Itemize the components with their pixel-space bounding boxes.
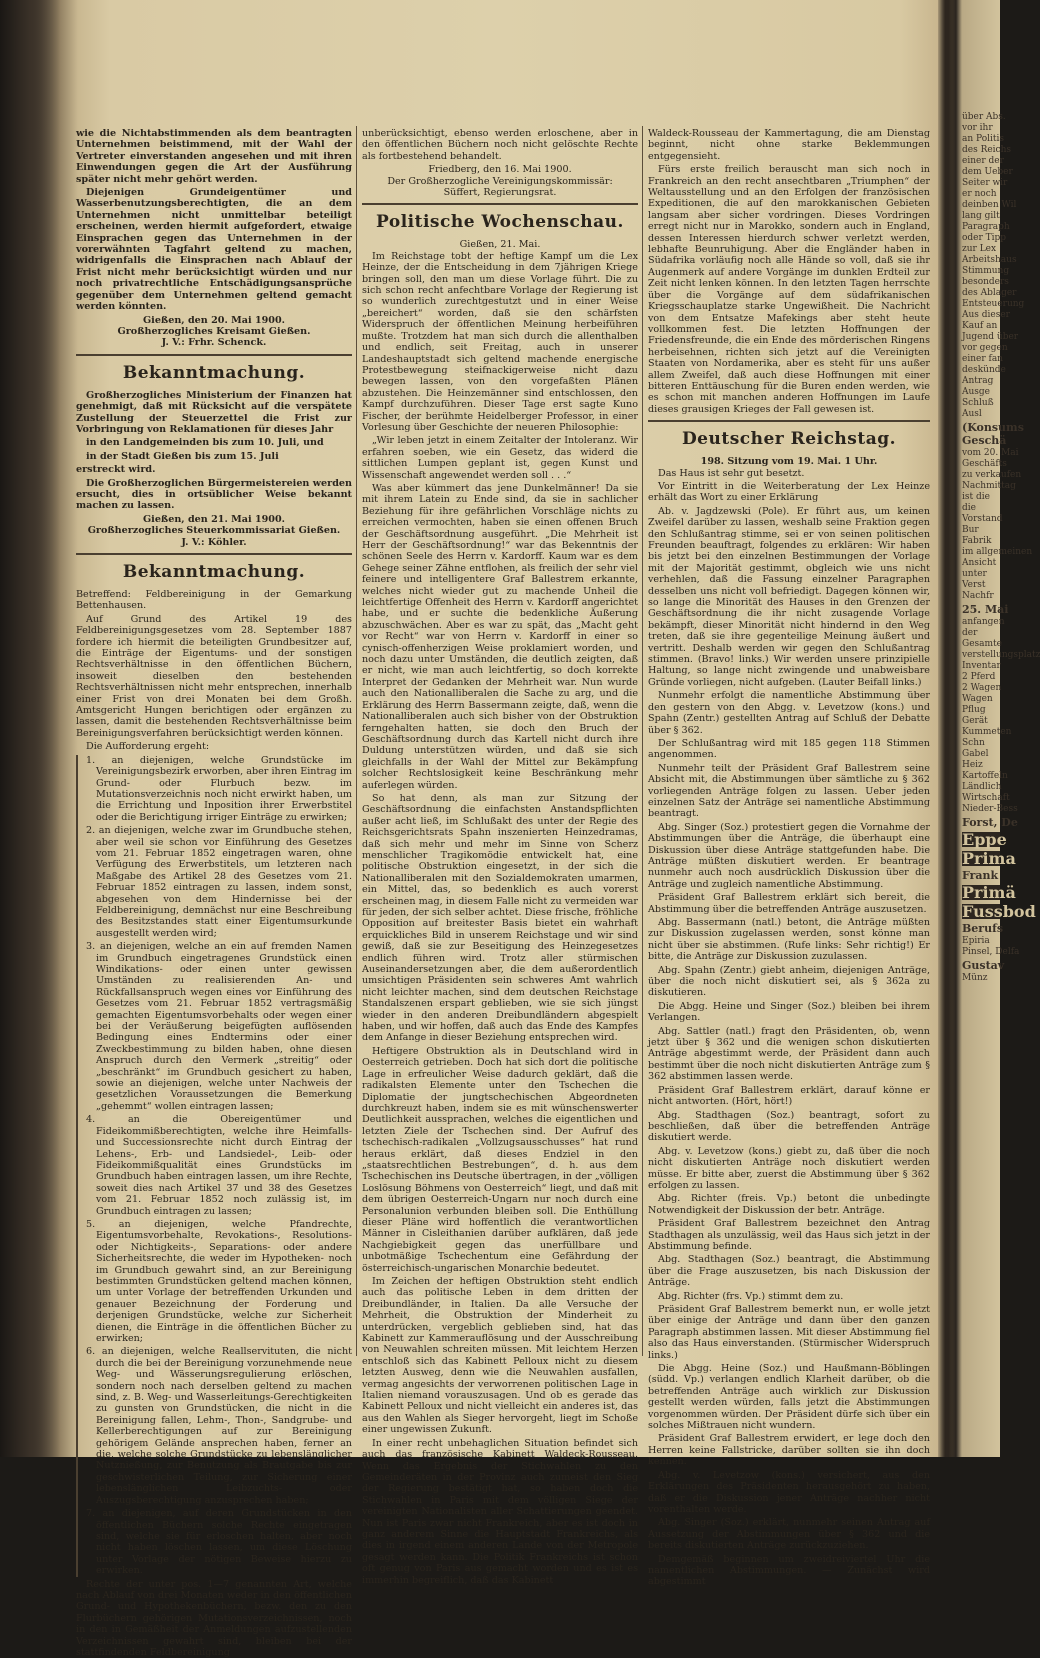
- text-paragraph: Der Schlußantrag wird mit 185 gegen 118 Stimmen angenommen.: [648, 737, 930, 761]
- text-paragraph: Abg. Singer (Soz.) erklärt, nunmehr seinen Antrag auf Aussetzung der Abstimmungen über § 362 und die bereits diskutierten Anträge zurückzuziehen.: [648, 1517, 930, 1552]
- facing-page-fragment: Arbeitshaus: [962, 255, 1017, 265]
- facing-page-fragment: 2 Pferd: [962, 672, 996, 682]
- column-3: [648, 128, 930, 1588]
- text-paragraph: Diejenigen Grundeigentümer und Wasserbenutzungsberechtigten, die an dem Unternehmen nicht unmittelbar beteiligt erscheinen, werden hiermit aufgefordert, etwaige Einsprachen gegen das Unternehmen in der vorerwähnten Tagfahrt geltend zu machen, widrigenfalls die Einsprachen nach Ablauf der Frist nicht mehr berücksichtigt würden und nur noch privatrechtliche Entschädigungsansprüche gegenüber dem Unternehmen geltend gemacht werden könnten.: [76, 187, 352, 313]
- facing-page-fragment: Heiz: [962, 760, 983, 770]
- facing-page-fragment: Gesamte: [962, 639, 1002, 649]
- facing-page-fragment: 2 Wagen: [962, 683, 1002, 693]
- facing-page-fragment: Ausge: [962, 387, 991, 397]
- facing-page-fragment: Eppe: [962, 830, 1007, 849]
- text-paragraph: Abg. v. Levetzow (kons.) versichert, aus den Erklärungen des Präsidenten herausgehört zu haben, daß er die Diskussion jener Anträge nachher nicht vorenthalten werde.: [648, 1469, 930, 1515]
- facing-page-fragment: Ausl: [962, 409, 982, 419]
- column-2: [362, 128, 638, 1586]
- facing-page-fragment: Ansicht: [962, 558, 997, 568]
- column-1: [76, 128, 352, 1658]
- dateline: Friedberg, den 16. Mai 1900.: [428, 164, 572, 176]
- text-paragraph: Auf Grund des Artikel 19 des Feldbereinigungsgesetzes vom 28. September 1887 fordere ich hiermit die beteiligten Grundbesitzer auf, die Einträge der Eigentums- und der sonstigen Rechtsverhältnisse in den öffentlichen Büchern, insoweit dieselben den bestehenden Rechtsverhältnissen nicht mehr entsprechen, innerhalb einer Frist von drei Monaten bei dem Großh. Amtsgericht Hungen berichtigen oder ergänzen zu lassen, damit die bestehenden Rechtsverhältnisse beim Bereinigungsverfahren berücksichtigt werden können.: [76, 613, 352, 739]
- facing-page-fragment: besonders: [962, 277, 1009, 287]
- text-paragraph: Präsident Graf Ballestrem erklärt, darauf könne er nicht antworten. (Hört, hört!): [648, 1084, 930, 1108]
- section-rule: [76, 354, 352, 356]
- list-item: 3. an diejenigen, welche an ein auf fremden Namen im Grundbuch eingetragenes Grundstück einen Windikations- oder einen unter gewissen Umständen zu realisierenden An- und Rückfallsanspruch wegen eines vor Einführung des Gesetzes vom 21. Februar 1852 vertragsmäßig gemachten Eigentumsvorbehalts oder wegen einer bei der Veräußerung beigefügten auflösenden Bedingung eines Endtermins oder einer Zweckbestimmung zu bilden haben, ohne diesen Anspruch durch den Vermerk „streitig“ oder „beschränkt“ im Grundbuch gesichert zu haben, sowie an diejenigen, welche unter Nachweis der gesetzlichen Voraussetzungen die Bemerkung „gehemmt“ wollen eintragen lassen;: [86, 941, 352, 1112]
- facing-page-fragment: dem Ueber: [962, 167, 1013, 177]
- facing-page-fragment: der: [962, 628, 978, 638]
- facing-page-fragment: Geschäfts: [962, 459, 1007, 469]
- facing-page-fragment: an Politis: [962, 134, 1005, 144]
- facing-page-fragment: Kartoffeln: [962, 771, 1008, 781]
- facing-page-fragment: Antrag: [962, 376, 994, 386]
- facing-page-fragment: Kummeten: [962, 727, 1012, 737]
- text-paragraph: Demgemäß beginnen um zweidreiviertel Uhr die namentlichen Abstimmungen. — Zunächst wird abgestimmt: [648, 1553, 930, 1588]
- signature: Großherzogliches Steuerkommissariat Gießen.: [87, 525, 341, 537]
- facing-page-fragment: lang gilt: [962, 211, 1000, 221]
- text-paragraph: Abg. Bassermann (natl.) betont, die Anträge müßten zur Diskussion zugelassen werden, sonst könne man nicht über sie abstimmen. (Rufe links: Sehr richtig!) Er bitte, die Anträge zur Diskussion zuzulassen.: [648, 917, 930, 963]
- text-paragraph: Waldeck-Rousseau der Kammertagung, die am Dienstag beginnt, nicht ohne starke Beklemmungen entgegensieht.: [648, 128, 930, 162]
- facing-page-fragment: Entsteuerung: [962, 299, 1025, 309]
- list-item: 6. an diejenigen, welche Reallservituten, die nicht durch die bei der Bereinigung vorzunehmende neue Weg- und Wässerungsregulierung erlöschen, sondern noch nach derselben geltend zu machen sind, z. B. Weg- und Wasserleitungs-Gerechtigkeiten zu gunsten von Grundstücken, die nicht in die Bereinigung fallen, Lehm-, Thon-, Sandgrube- und Kellerberechtigungen auf zur Bereinigung gehörigem Gelände ansprechen haben, ferner an die, welche solche Grundstücke zu lebenslänglicher Nutznießung, zur Benutzung als Brautgabe bis zur geschwisterlichen Teilung, zur Sicherung einer lebenslänglichen Leibzuchts- oder Auszugsberechtigung anzusprechen haben;: [86, 1346, 352, 1506]
- signature: Süffert, Regierungsrat.: [443, 187, 557, 199]
- facing-page-fragment: Prima: [962, 849, 1016, 868]
- dateline: Gießen, 21. Mai.: [459, 239, 541, 251]
- facing-page-fragment: Aus dieser: [962, 310, 1010, 320]
- facing-page-fragment: zur Lex: [962, 244, 997, 254]
- facing-page-fragment: Verst: [962, 580, 986, 590]
- text-paragraph: Präsident Graf Ballestrem bezeichnet den Antrag Stadthagen als unzulässig, weil das Haus sich jetzt in der Abstimmung befinde.: [648, 1218, 930, 1252]
- signature: Großherzogliches Kreisamt Gießen.: [117, 325, 311, 337]
- dateline: Gießen, den 21. Mai 1900.: [142, 513, 285, 525]
- text-paragraph: Abg. v. Levetzow (kons.) giebt zu, daß über die noch nicht diskutierten Anträge noch diskutiert werden müsse. Er bitte aber, zuerst die Abstimmung über § 362 erfolgen zu lassen.: [648, 1145, 930, 1191]
- text-paragraph: Rechte der unter pos. 1—7 genannten Art, welche nach Ablauf von drei Monaten weder in den öffentlichen Grund- und Hypothekenbüchern, bezw. den zu den Flurbüchern gehörigen Mutationsverzeichnissen, noch in den in Gemäßheit der Anmeldungen aufzustellenden Verzeichnissen gewahrt sind, bleiben bei der stattfindenden Feldbereinigung: [76, 1578, 352, 1658]
- facing-page-fragment: Münz: [962, 973, 988, 983]
- facing-page-fragment: Paragraph: [962, 222, 1010, 232]
- facing-page-fragment: Stimmung: [962, 266, 1010, 276]
- column-divider: [356, 126, 357, 1356]
- text-paragraph: Heftigere Obstruktion als in Deutschland wird in Oesterreich getrieben. Doch hat sich dort die politische Lage in erfreulicher Weise dadurch geklärt, daß die radikalsten Elemente unter den Tschechen die Diplomatie der jungtschechischen Abgeordneten durchkreuzt haben, indem sie es mit wünschenswerter Deutlichkeit aussprachen, welches die eigentlichen und letzten Ziele der Tschechen sind. Der Aufruf des tschechisch-radikalen „Vollzugsausschusses“ hat rund heraus erklärt, daß dieses Endziel in den „staatsrechtlichen Bestrebungen“, d. h. aus dem Tschechischen ins Deutsche übertragen, in der „völligen Loslösung Böhmens von Oesterreich“ liegt, und daß mit dem übrigen Oesterreich-Ungarn nur noch durch eine Personalunion verbunden bleiben soll. Die Enthüllung dieser Pläne wird hoffentlich die verantwortlichen Männer in Cisleithanien darüber aufklären, daß jede Nachgiebigkeit gegen das unerfüllbare und unbotmäßige Tschechentum eine Gefährdung der österreichisch-ungarischen Monarchie bedeutet.: [362, 1045, 638, 1274]
- text-line: in der Stadt Gießen bis zum 15. Juli: [86, 450, 279, 462]
- list-item: 7. an diejenigen, auf deren Grundstücken in den öffentlichen Büchern solche Rechte eingetragen sind, welche sie für erloschen halten, aber noch nicht haben löschen lassen, um diese Löschung unter Vorlage der nötigen Beweise hierzu zu erwirken.: [86, 1508, 352, 1577]
- signature: J. V.: Köhler.: [181, 536, 247, 548]
- facing-page-fragment: Seiter wir: [962, 178, 1008, 188]
- facing-page-fragment: Vorstand: [962, 514, 1003, 524]
- section-title: Bekanntmachung.: [122, 562, 306, 582]
- text-paragraph: Präsident Graf Ballestrem erwidert, er lege doch den Herren keine Fallstricke, darüber sollten sie ihn doch kennen.: [648, 1433, 930, 1468]
- text-paragraph: unberücksichtigt, ebenso werden erloschene, aber in den öffentlichen Büchern noch nicht gelöschte Rechte als fortbestehend behandelt.: [362, 128, 638, 162]
- facing-page-fragment: die: [962, 503, 976, 513]
- book-binding: [0, 0, 60, 1457]
- section-rule: [362, 203, 638, 205]
- text-paragraph: Nunmehr teilt der Präsident Graf Ballestrem seine Absicht mit, die Abstimmungen über sämtliche zu § 362 vorliegenden Anträge folgen zu lassen. Ueber jeden einzelnen Satz der Anträge sei namentliche Abstimmung beantragt.: [648, 762, 930, 820]
- facing-page-fragment: 25. Mai: [962, 603, 1009, 616]
- list-item: 2. an diejenigen, welche zwar im Grundbuche stehen, aber weil sie schon vor Einführung des Gesetzes vom 21. Februar 1852 eingetragen waren, ohne Verfügung des Erwerbstitels, um letzteren nach Maßgabe des Artikel 28 des Gesetzes vom 21. Februar 1852 eintragen zu lassen, indem sonst, abgesehen von dem Hindernisse bei der Feldbereinigung, demnächst nur eine Beschreibung des Besitzstandes statt einer Eigentumsurkunde ausgestellt werden wird;: [86, 825, 352, 939]
- facing-page-fragment: deskünde: [962, 365, 1006, 375]
- facing-page-fragment: Schluß: [962, 398, 994, 408]
- facing-page-fragment: vom 20. Mai: [962, 448, 1019, 458]
- dateline: Gießen, den 20. Mai 1900.: [142, 314, 285, 326]
- text-paragraph: In einer recht unbehaglichen Situation befindet sich auch das französische Kabinett Waldeck-Rousseau. Wenn das Ergebnis der Stichwahlen zu den Gemeinderäten in der Provinz auch zumeist den Sieg der Regierung bestätigt hat, so haben doch die Stichwahlen in Paris mit dem völligen Siege der vereinigten Nationalisten aller Schattierungen geendet. Nun ist Paris zwar nicht Frankreich, aber es ist doch in ganz anderem Sinne die Hauptstadt Frankreichs, als dies in irgend einem anderen Lande von der Metropole gesagt werden kann. Die Politik Frankreichs ist schon oft genug von Paris aus gemacht worden und es ist es immerhin begreiflich, daß das Kabinett: [362, 1437, 638, 1586]
- betreff-line: Betreffend: Feldbereinigung in der Gemarkung Bettenhausen.: [76, 589, 352, 612]
- facing-page-fragment: (Konsums: [962, 421, 1024, 434]
- facing-page-fragment: im allgemeinen: [962, 547, 1033, 557]
- section-rule: [648, 420, 930, 422]
- facing-page-fragment: verstellungsplatz: [962, 650, 1040, 660]
- text-paragraph: Abg. Spahn (Zentr.) giebt anheim, diejenigen Anträge, über die noch nicht diskutiert sei, als § 362a zu diskutieren.: [648, 964, 930, 999]
- facing-page-fragment: Gustav: [962, 959, 1005, 972]
- section-rule: [76, 553, 352, 555]
- text-paragraph: Abg. Sattler (natl.) fragt den Präsidenten, ob, wenn jetzt über § 362 und die wenigen schon diskutierten Anträge abgestimmt werde, der Präsident dann auch bestimmt über die noch nicht diskutierten Anträge zum § 362 abstimmen lassen werde.: [648, 1025, 930, 1083]
- facing-page-fragment: oder Tipp: [962, 233, 1007, 243]
- facing-page-fragment: Wirtschaft: [962, 793, 1010, 803]
- text-paragraph: Die Abgg. Heine (Soz.) und Haußmann-Böblingen (südd. Vp.) verlangen endlich Klarheit darüber, ob die betreffenden Anträge auch wirklich zur Diskussion gestellt werden würden, falls jetzt die Abstimmungen vorgenommen würden. Der Präsident dürfe sich über ein solches Mißtrauen nicht wundern.: [648, 1363, 930, 1432]
- text-paragraph: Die Abgg. Heine und Singer (Soz.) bleiben bei ihrem Verlangen.: [648, 1000, 930, 1024]
- text-paragraph: Ab. v. Jagdzewski (Pole). Er führt aus, um keinen Zweifel darüber zu lassen, weshalb seine Fraktion gegen den Schlußantrag stimme, sei er von seinen politischen Freunden beauftragt, folgendes zu erklären: Wir haben bis jetzt bei den einzelnen Bestimmungen der Vorlage mit der Majorität gestimmt, obgleich wie uns nicht verhehlen, daß die Fassung einzelner Paragraphen desselben uns nicht voll befriedigt. Dagegen können wir, so lange die Minorität des Hauses in den Grenzen der Geschäftsordnung die ihr nicht zusagende Vorlage bekämpft, dieser Minorität nicht hindernd in den Weg treten, daß sie ihre gegenteilige Meinung äußert und vertritt. Deshalb werden wir gegen den Schlußantrag stimmen. (Bravo! links.) Wir werden unsere prinzipielle Haltung, so lange nicht zwingende und unabweisbare Gründe vorliegen, nicht aufgeben. (Lauter Beifall links.): [648, 505, 930, 688]
- text-paragraph: Abg. Richter (freis. Vp.) betont die unbedingte Notwendigkeit der Diskussion der betr. Anträge.: [648, 1193, 930, 1216]
- facing-page-fragment: Inventar: [962, 661, 1001, 671]
- facing-page-fragment: anfangen: [962, 617, 1005, 627]
- facing-page-fragment: Schn: [962, 738, 985, 748]
- facing-page-fragment: zu verkaufen: [962, 470, 1022, 480]
- facing-page-fragment: einer fan: [962, 354, 1003, 364]
- facing-page-fragment: einer der: [962, 156, 1004, 166]
- facing-page-fragment: Bur: [962, 525, 979, 535]
- facing-page-fragment: Primä: [962, 883, 1016, 902]
- facing-page-fragment: ist die: [962, 492, 990, 502]
- text-paragraph: Abg. Singer (Soz.) protestiert gegen die Vornahme der Abstimmungen über die Anträge, die überhaupt eine Diskussion über diese Anträge stattgefunden habe. Die Anträge müßten diskutiert werden. Er beantrage nunmehr auch noch ausdrücklich Diskussion über die Anträge und zugleich namentliche Abstimmung.: [648, 821, 930, 890]
- page-gutter: [938, 0, 956, 1457]
- facing-page-fragment: Kauf an: [962, 321, 998, 331]
- facing-page-fragment: Geschä: [962, 434, 1007, 447]
- facing-page-fragment: er noch: [962, 189, 997, 199]
- facing-page-fragment: Forst, De: [962, 816, 1018, 829]
- section-title: Deutscher Reichstag.: [681, 429, 897, 450]
- text-paragraph: Die Aufforderung ergeht:: [86, 741, 210, 753]
- facing-page-fragment: Epiria: [962, 936, 990, 946]
- text-paragraph: wie die Nichtabstimmenden als dem beantragten Unternehmen beistimmend, mit der Wahl der Vertreter einverstanden angesehen und mit ihren Einwendungen gegen die Art der Ausführung später nicht mehr gehört werden.: [76, 128, 352, 185]
- facing-page-fragment: Nachmittag: [962, 481, 1016, 491]
- facing-page-fragment: Wagen: [962, 694, 993, 704]
- quote-paragraph: „Wir leben jetzt in einem Zeitalter der Intoleranz. Wir erfahren soeben, wie ein Gesetz, das widerd die sittlichen Lumpen geplant ist, gegen Kunst und Wissenschaft angewendet werden soll . . .“: [362, 435, 638, 481]
- facing-page-fragment: vor ihr: [962, 123, 993, 133]
- session-line: 198. Sitzung vom 19. Mai. 1 Uhr.: [700, 456, 878, 468]
- text-paragraph: Fürs erste freilich berauscht man sich noch in Frankreich an den recht ansechtbaren „Triumphen“ der Weltausstellung und an den Erfolgen der französischen Expeditionen, die auf den marokkanischen Gebieten langsam aber sicher vordringen. Dieses Vordringen erregt nicht nur in Marokko, sondern auch in England, dessen Interessen hierdurch schwer verletzt werden, lebhafte Beunruhigung. Aber die Engländer haben in Südafrika vorläufig noch alle Hände so voll, daß sie ihr Augenmerk auf andere Vorgänge im dunklen Erdteil zur Zeit nicht lenken können. In den letzten Tagen herrschte über die Vorgänge auf dem südafrikanischen Kriegsschauplatze starke Ungewißheit. Die Nachricht von dem Entsatze Mafekings aber steht heute vollkommen fest. Die letzten Hoffnungen der Friedensfreunde, die ein Ende des mörderischen Ringens herbeisehnen, richten sich jetzt auf die Vereinigten Staaten von Nordamerika, aber es steht für uns außer allem Zweifel, daß auch diese Hoffnungen mit einer bitteren Enttäuschung für die Buren enden werden, wie es schon mit manchen anderen Hoffnungen im Laufe dieses grausigen Krieges der Fall gewesen ist.: [648, 164, 930, 415]
- text-paragraph: Abg. Stadthagen (Soz.) beantragt, sofort zu beschließen, daß über die betreffenden Anträge diskutiert werde.: [648, 1109, 930, 1144]
- list-item: 5. an diejenigen, welche Pfandrechte, Eigentumsvorbehalte, Revokations-, Resolutions- oder Nichtigkeits-, Separations- oder andere Sicherheitsrechte, die weder im Hypotheken- noch im Grundbuch gewahrt sind, an zur Bereinigung bestimmten Grundstücken geltend machen können, um unter Vorlage der betreffenden Urkunden und genauer Bezeichnung der Forderung und derjenigen Grundstücke, welche zur Sicherheit dienen, die Einträge in die öffentlichen Bücher zu erwirken;: [86, 1218, 352, 1344]
- numbered-list: [76, 755, 352, 1577]
- facing-page-fragment: Gerät: [962, 716, 988, 726]
- facing-page-fragment: Jugend über: [962, 332, 1019, 342]
- facing-page-fragment: Berufs: [962, 922, 1004, 935]
- facing-page-fragment: Fussbod: [962, 902, 1036, 921]
- facing-page-fragment: unter: [962, 569, 987, 579]
- text-paragraph: Vor Eintritt in die Weiterberatung der Lex Heinze erhält das Wort zu einer Erklärung: [648, 480, 930, 504]
- text-paragraph: Was aber kümmert das jene Dunkelmänner! Da sie mit ihrem Latein zu Ende sind, da sie in sachlicher Beziehung für ihre gefährlichen Vorschläge nichts zu erreichen vermochten, haben sie einen offenen Bruch der Geschäftsordnung ausgeführt. „Die Mehrheit ist Herr der Geschäftsordnung!“ war das Bekenntnis der schönen Seele des Herrn v. Kardorff. Kaum war es dem Gehege seiner Zähne entflohen, als freilich der sehr viel feinere und intelligentere Graf Ballestrem erkannte, welches nicht wieder gut zu machende Unheil die leichtfertige Offenheit des Herrn v. Kardorff angerichtet habe, und er suchte die bedenkliche Äußerung abzuschwächen. Aber es war zu spät, das „Macht geht vor Recht“ war von Herrn v. Kardorff in einer so cynisch-offenherzigen Weise proklamiert worden, und noch dazu unter Umständen, die deutlich zeigten, daß er nicht, wie man auch leichtfertig, so doch korrekte Interpret der Gedanken der Mehrheit war. Nun wurde auch den Nationalliberalen die Sache zu arg, und die Erklärung des Herrn Bassermann zeigte, daß, wenn die Nationalliberalen auch sich bisher von der Obstruktion ferngehalten hatten, sie doch den Bruch der Geschäftsordnung durch das Kartell nicht durch ihre Duldung unterstützen würden, und daß sie sich gleichfalls in der Wahl der Mittel zur Bekämpfung solcher Rechtslosigkeit keine Beschränkung mehr auferlegen würden.: [362, 482, 638, 791]
- facing-page-column: [962, 112, 1040, 1442]
- facing-page-fragment: vor gegen: [962, 343, 1008, 353]
- text-paragraph: Abg. Stadthagen (Soz.) beantragt, die Abstimmung über die Frage auszusetzen, bis nach Diskussion der Anträge.: [648, 1254, 930, 1289]
- facing-page-fragment: Fabrik: [962, 536, 992, 546]
- signature: Der Großherzogliche Vereinigungskommissär:: [387, 175, 613, 187]
- facing-page-fragment: Nachfr: [962, 591, 994, 601]
- facing-page-fragment: über Abs.: [962, 112, 1006, 122]
- facing-page-fragment: Gabel: [962, 749, 989, 759]
- signature: J. V.: Frhr. Schenck.: [161, 337, 267, 349]
- text-paragraph: Großherzogliches Ministerium der Finanzen hat genehmigt, daß mit Rücksicht auf die verspätete Zustellung der Steuerzettel die Frist zur Vorbringung von Reklamationen für dieses Jahr: [76, 389, 352, 435]
- facing-page-fragment: deinben Wil: [962, 200, 1017, 210]
- facing-page-fragment: Nieder-Bess: [962, 804, 1018, 814]
- text-paragraph: Im Reichstage tobt der heftige Kampf um die Lex Heinze, der die Entscheidung in dem 7jährigen Kriege bringen soll, den man um diese Vorlage führt. Die zu sich schon recht anfechtbare Vorlage der Regierung ist so wunderlich zurechtgestutzt und in einer Weise „bereichert“ worden, daß sie den schärfsten Widerspruch der öffentlichen Meinung herbeiführen mußte. Trotzdem hat man sich durch die allenthalben und endlich, seit Freitag, auch in unserer Landeshauptstadt sich geltend machende energische Protestbewegung steifnackigerweise nicht dazu bewegen lassen, von den vorgefaßten Plänen abzustehen. Die Heinzemänner sind entschlossen, den Kampf durchzuführen. Dieser Tage erst sagte Kuno Fischer, der berühmte Heidelberger Professor, in einer Vorlesung über Geschichte der neueren Philosophie:: [362, 250, 638, 433]
- text-paragraph: Präsident Graf Ballestrem erklärt sich bereit, die Abstimmung über die betreffenden Anträge auszusetzen.: [648, 892, 930, 915]
- facing-page-fragment: Frank: [962, 869, 999, 882]
- list-item: 4. an die Obereigentümer und Fideikommißberechtigten, welche ihre Heimfalls- und Successionsrechte nicht durch Eintrag der Lehens-, Erb- und Landsiedel-, Leib- oder Fideikommißqualität eines Grundstücks im Grundbuch haben eintragen lassen, um ihre Rechte, soweit dies nach Artikel 37 und 38 des Gesetzes vom 21. Februar 1852 noch zulässig ist, im Grundbuch eintragen zu lassen;: [86, 1114, 352, 1217]
- text-line: in den Landgemeinden bis zum 10. Juli, und: [86, 437, 324, 449]
- text-paragraph: Die Großherzoglichen Bürgermeistereien werden ersucht, dies in ortsüblicher Weise bekannt machen zu lassen.: [76, 477, 352, 512]
- facing-page-fragment: Ländlich: [962, 782, 1002, 792]
- facing-page-fragment: Pflug: [962, 705, 986, 715]
- text-paragraph: Das Haus ist sehr gut besetzt.: [658, 467, 805, 479]
- list-item: 1. an diejenigen, welche Grundstücke im Vereinigungsbezirk erworben, aber ihren Eintrag im Grund- oder Flurbuch bezw. im Mutationsverzeichnis noch nicht erwirkt haben, um die Errichtung und Inposition ihrer Erwerbstitel oder die Berichtigung irriger Einträge zu erwirken;: [86, 754, 352, 823]
- facing-page-fragment: des Ablager: [962, 288, 1017, 298]
- column-divider: [642, 126, 643, 1356]
- text-paragraph: So hat denn, als man zur Sitzung der Geschäftsordnung die einfachsten Anstandspflichten außer acht ließ, im Schlußakt des unter der Regie des Reichsgerichtsrats Spahn inszenierten Heinzedramas, daß sich mehr und mehr im Sinne von Scherz menschlicher Tragikomödie entwickelt hat, eine politische Obstruktion eingesetzt, in der sich die Nationalliberalen mit den Sozialdemokraten umarmen, ein Mittel, das, so bedenklich es auch vorerst erscheinen mag, in diesem Falle nicht zu vermeiden war für jeden, der sich selber achtet. Diese frische, fröhliche Opposition auf breitester Basis bietet ein wahrhaft erquickliches Bild in unserem Reichstage und wir sind gewiß, daß sie zur Beseitigung des Heinzegesetzes endlich führen wird. Trotz aller stürmischen Auseinandersetzungen aber, die dem außerordentlich umsichtigen Präsidenten sein schweres Amt wahrlich nicht leichter machen, sind dem deutschen Reichstage Standalszenen erspart geblieben, wie sie sich jüngst wieder in den anderen Dreibundländern abgespielt haben, und wir hoffen, daß auch das Ende des Kampfes dem Anfange in dieser Beziehung entsprechen wird.: [362, 792, 638, 1044]
- text-paragraph: Nunmehr erfolgt die namentliche Abstimmung über den gestern von den Abgg. v. Levetzow (kons.) und Spahn (Zentr.) gestellten Antrag auf Schluß der Debatte über § 362.: [648, 690, 930, 736]
- text-paragraph: Abg. Richter (frs. Vp.) stimmt dem zu.: [658, 1290, 844, 1302]
- text-paragraph: Im Zeichen der heftigen Obstruktion steht endlich auch das politische Leben in dem dritten der Dreibundländer, in Italien. Da alle Versuche der Mehrheit, die Obstruktion der Minderheit zu unterdrücken, vergeblich geblieben sind, hat das Kabinett zur Kammerauflösung und der Ausschreibung von Neuwahlen schreiten müssen. Mit leichtem Herzen entschloß sich das Kabinett Pelloux nicht zu diesem letzten Ausweg, denn wie die Neuwahlen ausfallen, vermag angesichts der verworrenen politischen Lage in Italien niemand vorauszusagen. Und ob es gerade das Kabinett Pelloux und nicht vielleicht ein anderes ist, das aus den Wahlen als Sieger hervorgeht, liegt im Schoße einer ungewissen Zukunft.: [362, 1276, 638, 1436]
- section-title: Politische Wochenschau.: [376, 212, 624, 233]
- facing-page-fragment: des Reichs: [962, 145, 1012, 155]
- text-line: erstreckt wird.: [76, 464, 156, 476]
- facing-page-fragment: Pinsel, Delfa: [962, 947, 1020, 957]
- text-paragraph: Präsident Graf Ballestrem bemerkt nun, er wolle jetzt über einige der Anträge und dann über den ganzen Paragraph abstimmen lassen. Mit dieser Abstimmung fiel also das Haus einverstanden. (Stürmischer Widerspruch links.): [648, 1304, 930, 1361]
- section-title: Bekanntmachung.: [122, 362, 306, 383]
